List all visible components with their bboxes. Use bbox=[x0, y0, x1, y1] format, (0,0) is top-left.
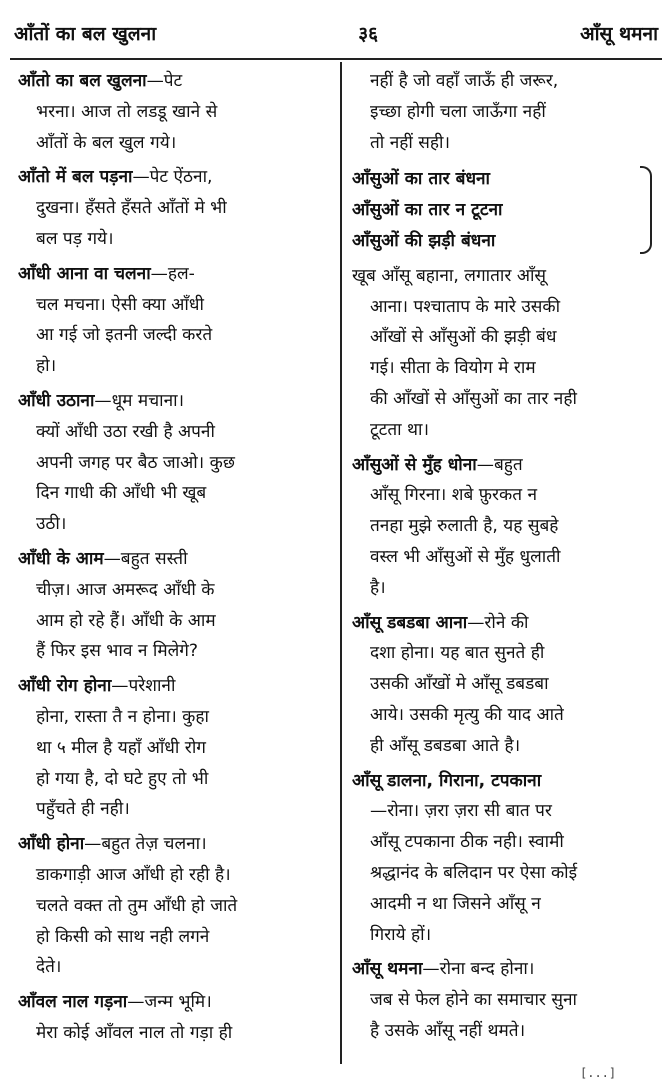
right-column bbox=[352, 66, 656, 1051]
definition-line: हो किसी को साथ नही लगने bbox=[36, 926, 210, 947]
definition-line: नहीं है जो वहाँ जाऊँ ही जरूर, bbox=[370, 71, 559, 91]
definition-line: है उसके आँसू नहीं थमते। bbox=[370, 1020, 526, 1041]
headword-line bbox=[18, 544, 326, 575]
headword-line bbox=[18, 386, 326, 417]
headword: आँतो में बल पड़ना bbox=[18, 167, 133, 188]
definition-line: ही आँसू डबडबा आते है। bbox=[370, 735, 521, 756]
grouped-headword: आँसुओं की झड़ी बंधना bbox=[352, 230, 496, 251]
dictionary-entry bbox=[18, 544, 326, 667]
definition-line: इच्छा होगी चला जाऊँगा नहीं bbox=[370, 101, 546, 122]
definition-line: है। bbox=[370, 577, 386, 598]
headword-line bbox=[352, 450, 656, 481]
definition-line: उठी। bbox=[36, 514, 67, 535]
brace-mark bbox=[640, 166, 652, 254]
definition-line: आँतों के बल खुल गये। bbox=[36, 132, 177, 153]
definition-line: बल पड़ गये। bbox=[36, 228, 114, 249]
definition-line: हैं फिर इस भाव न मिलेगे? bbox=[36, 641, 199, 662]
definition-line: चीज़। आज अमरूद आँधी के bbox=[36, 579, 215, 600]
definition-line: आये। उसकी मृत्यु की याद आते bbox=[370, 704, 564, 725]
dictionary-entry bbox=[352, 608, 656, 762]
dictionary-entry bbox=[352, 261, 656, 446]
dictionary-entry bbox=[18, 162, 326, 254]
definition-line: गिराये हों। bbox=[370, 924, 432, 945]
definition-line: उसकी आँखों मे आँसू डबडबा bbox=[370, 674, 549, 695]
definition-start: —हल- bbox=[150, 263, 195, 284]
definition-line: गई। सीता के वियोग मे राम bbox=[370, 358, 536, 379]
header-left-guideword: आँतों का बल खुलना bbox=[14, 23, 157, 45]
page-header bbox=[14, 18, 658, 48]
definition-line: तनहा मुझे रुलाती है, यह सुबहे bbox=[370, 516, 559, 537]
headword: आँधी होना bbox=[18, 834, 85, 855]
grouped-headwords bbox=[352, 164, 656, 256]
definition-line: आँसू गिरना। शबे फ़ुरकत न bbox=[370, 485, 538, 506]
definition-start: —धूम मचाना। bbox=[94, 390, 185, 411]
definition-line: श्रद्धानंद के बलिदान पर ऐसा कोई bbox=[370, 862, 578, 883]
definition-line: आदमी न था जिसने आँसू न bbox=[370, 893, 541, 914]
dictionary-entry bbox=[18, 829, 326, 983]
definition-line: देते। bbox=[36, 957, 62, 978]
continued-entry bbox=[352, 66, 656, 158]
grouped-headword: आँसुओं का तार न टूटना bbox=[352, 200, 503, 221]
headword-line bbox=[18, 829, 326, 860]
dictionary-entry bbox=[352, 766, 656, 951]
definition-line: भरना। आज तो लडडू खाने से bbox=[36, 101, 218, 122]
definition-start: —पेट ऐंठना, bbox=[132, 167, 213, 188]
headword: आँसू डबडबा आना bbox=[352, 612, 468, 633]
definition-line: खूब आँसू बहाना, लगातार आँसू bbox=[352, 265, 547, 286]
grouped-headword: आँसुओं का तार बंधना bbox=[352, 169, 491, 190]
definition-start: —रोने की bbox=[467, 612, 529, 633]
headword-line bbox=[352, 766, 656, 797]
page-footer-mark: [...] bbox=[580, 1066, 617, 1080]
definition-line: हो गया है, दो घटे हुए तो भी bbox=[36, 768, 209, 789]
headword: आँसू डालना, गिराना, टपकाना bbox=[352, 770, 542, 791]
definition-line: दिन गाधी की आँधी भी खूब bbox=[36, 483, 207, 504]
definition-line: —रोना। ज़रा ज़रा सी बात पर bbox=[370, 801, 552, 822]
definition-line: हो। bbox=[36, 356, 57, 377]
definition-line: आ गई जो इतनी जल्दी करते bbox=[36, 325, 213, 346]
definition-line: आम हो रहे हैं। आँधी के आम bbox=[36, 610, 216, 631]
definition-line: डाकगाड़ी आज आँधी हो रही है। bbox=[36, 864, 231, 885]
dictionary-entry bbox=[18, 671, 326, 825]
headword-line bbox=[18, 259, 326, 290]
dictionary-entry bbox=[18, 386, 326, 540]
header-rule bbox=[10, 58, 662, 60]
definition-start: —पेट bbox=[146, 71, 183, 91]
headword: आँतो का बल खुलना bbox=[18, 71, 147, 91]
definition-start: —परेशानी bbox=[111, 676, 176, 697]
definition-line: आँखों से आँसुओं की झड़ी बंध bbox=[370, 327, 557, 348]
definition-line: चल मचना। ऐसी क्या आँधी bbox=[36, 294, 204, 315]
definition-line: दुखना। हँसते हँसते आँतों मे भी bbox=[36, 198, 227, 219]
definition-line: अपनी जगह पर बैठ जाओ। कुछ bbox=[36, 452, 235, 473]
headword: आँवल नाल गड़ना bbox=[18, 992, 128, 1013]
definition-start: —बहुत तेज़ चलना। bbox=[84, 834, 207, 855]
headword: आँधी रोग होना bbox=[18, 676, 112, 697]
definition-line: पहुँचते ही नही। bbox=[36, 799, 130, 820]
headword: आँधी के आम bbox=[18, 548, 104, 569]
headword: आँधी उठाना bbox=[18, 390, 95, 411]
definition-line: था ५ मील है यहाँ आँधी रोग bbox=[36, 737, 206, 758]
column-divider bbox=[340, 62, 342, 1064]
definition-line: चलते वक्त तो तुम आँधी हो जाते bbox=[36, 895, 238, 916]
headword: आँसू थमना bbox=[352, 959, 423, 980]
definition-line: टूटता था। bbox=[370, 419, 429, 440]
definition-line: आना। पश्चाताप के मारे उसकी bbox=[370, 296, 561, 317]
headword-line bbox=[18, 162, 326, 193]
definition-start: —रोना बन्द होना। bbox=[422, 959, 535, 980]
headword-line bbox=[18, 671, 326, 702]
definition-line: मेरा कोई आँवल नाल तो गड़ा ही bbox=[36, 1022, 233, 1043]
dictionary-entry bbox=[18, 987, 326, 1049]
left-column bbox=[18, 66, 326, 1053]
definition-line: क्यों आँधी उठा रखी है अपनी bbox=[36, 421, 215, 442]
definition-start: —बहुत bbox=[476, 454, 523, 475]
definition-line: वस्ल भी आँसुओं से मुँह धुलाती bbox=[370, 546, 561, 567]
definition-line: तो नहीं सही। bbox=[370, 132, 451, 153]
headword-line bbox=[352, 954, 656, 985]
definition-line: जब से फेल होने का समाचार सुना bbox=[370, 990, 577, 1011]
dictionary-entry bbox=[18, 259, 326, 382]
page-number: ३६ bbox=[358, 23, 379, 45]
header-right-guideword: आँसू थमना bbox=[580, 23, 658, 45]
dictionary-entry bbox=[352, 954, 656, 1046]
definition-line: की आँखों से आँसुओं का तार नही bbox=[370, 388, 577, 409]
definition-line: आँसू टपकाना ठीक नही। स्वामी bbox=[370, 832, 564, 853]
definition-start: —जन्म भूमि। bbox=[127, 992, 212, 1013]
definition-line: दशा होना। यह बात सुनते ही bbox=[370, 643, 545, 664]
dictionary-entry bbox=[352, 450, 656, 604]
dictionary-entry bbox=[18, 66, 326, 158]
headword: आँसुओं से मुँह धोना bbox=[352, 454, 477, 475]
definition-line: होना, रास्ता तै न होना। कुहा bbox=[36, 706, 209, 727]
headword-line bbox=[352, 608, 656, 639]
headword-line bbox=[18, 987, 326, 1018]
definition-start: —बहुत सस्ती bbox=[103, 548, 188, 569]
headword-line bbox=[18, 66, 326, 97]
headword: आँधी आना वा चलना bbox=[18, 263, 151, 284]
